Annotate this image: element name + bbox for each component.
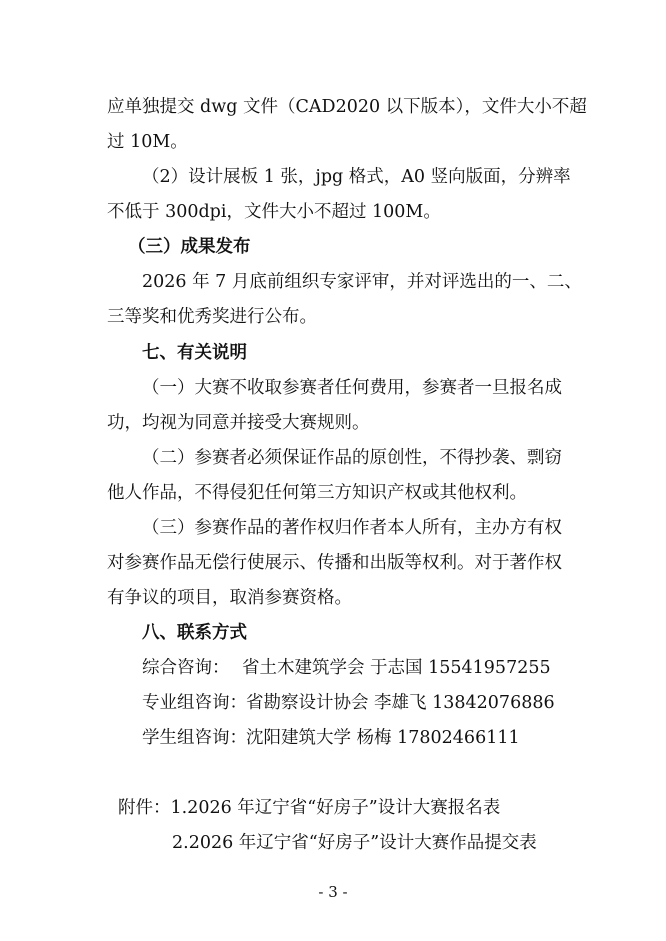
contact-row [142, 692, 555, 714]
section-heading-contact: 八、联系方式 [142, 623, 247, 643]
paragraph-line: 2026 年 7 月底前组织专家评审，并对评选出的一、二、 [142, 272, 582, 292]
paragraph-line: 不低于 300dpi，文件大小不超过 100M。 [107, 202, 441, 222]
paragraph-line: （2）设计展板 1 张，jpg 格式，A0 竖向版面，分辨率 [142, 167, 571, 187]
paragraph-line: 对参赛作品无偿行使展示、传播和出版等权利。对于著作权 [107, 553, 562, 573]
contact-row [142, 657, 551, 679]
paragraph-line: 过 10M。 [107, 132, 188, 152]
contact-label: 学生组咨询： [142, 728, 247, 748]
attachment-row [118, 797, 500, 819]
paragraph-line: 应单独提交 dwg 文件（CAD2020 以下版本），文件大小不超 [107, 97, 587, 117]
attachment-label: 附件： [118, 798, 171, 818]
paragraph-line: （一）大赛不收取参赛者任何费用，参赛者一旦报名成 [142, 378, 562, 398]
attachment-item: 2.2026 年辽宁省“好房子”设计大赛作品提交表 [172, 833, 537, 853]
contact-value: 沈阳建筑大学 杨梅 17802466111 [246, 728, 520, 748]
paragraph-line: （二）参赛者必须保证作品的原创性，不得抄袭、剽窃 [142, 448, 562, 468]
paragraph-line: 三等奖和优秀奖进行公布。 [107, 307, 317, 327]
contact-row [142, 727, 520, 749]
paragraph-line: 有争议的项目，取消参赛资格。 [107, 588, 352, 608]
contact-label: 专业组咨询： [142, 693, 247, 713]
section-heading-results: （三）成果发布 [128, 237, 251, 257]
paragraph-line: 功，均视为同意并接受大赛规则。 [107, 413, 370, 433]
contact-label: 综合咨询： [142, 658, 230, 678]
attachment-item: 1.2026 年辽宁省“好房子”设计大赛报名表 [170, 798, 501, 818]
contact-value: 省勘察设计协会 李雄飞 13842076886 [246, 693, 555, 713]
section-heading-notes: 七、有关说明 [142, 343, 247, 363]
page-number: - 3 - [318, 883, 348, 901]
paragraph-line: 他人作品，不得侵犯任何第三方知识产权或其他权利。 [107, 483, 527, 503]
contact-value: 省土木建筑学会 于志国 15541957255 [242, 658, 551, 678]
paragraph-line: （三）参赛作品的著作权归作者本人所有，主办方有权 [142, 518, 562, 538]
